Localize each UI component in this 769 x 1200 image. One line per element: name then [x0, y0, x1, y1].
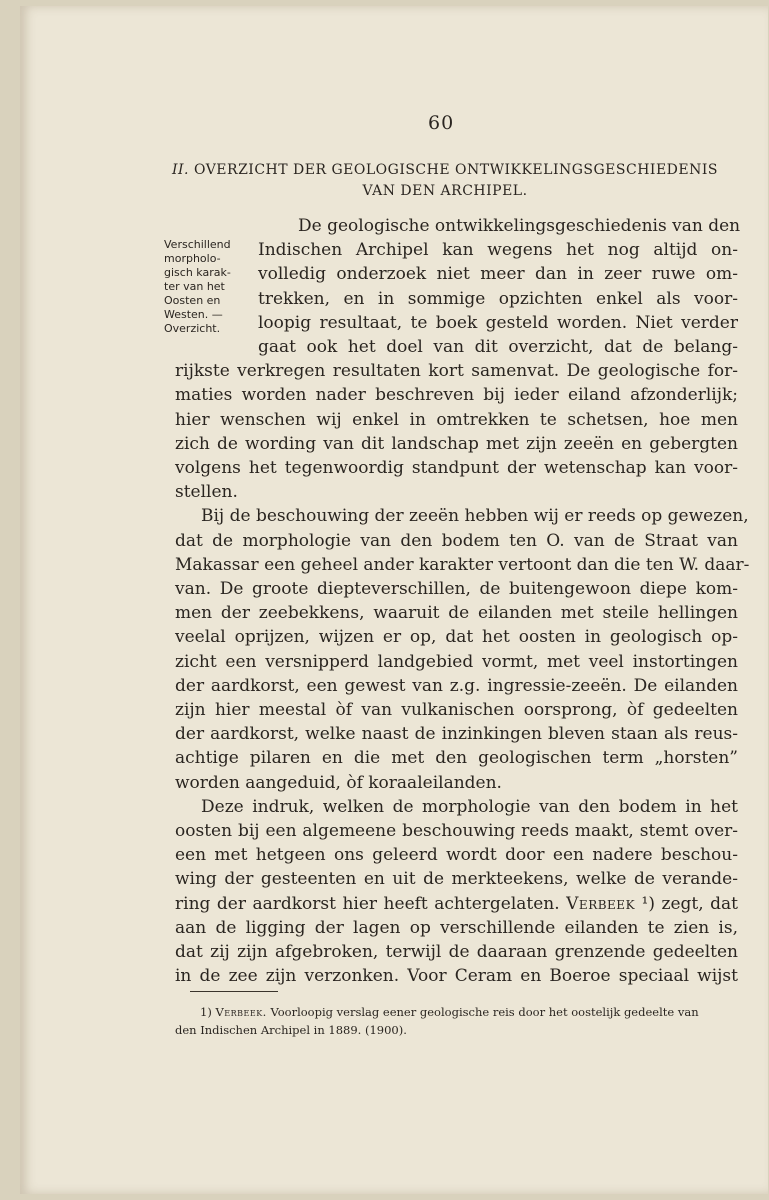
margin-note-line: gisch karak-	[164, 266, 231, 279]
body-line: volgens het tegenwoordig standpunt der wetenschap kan voor-	[175, 458, 738, 478]
body-line: Makassar een geheel ander karakter vertoont dan die ten W. daar-	[175, 554, 750, 575]
body-line: gaat ook het doel van dit overzicht, dat de belang-	[258, 337, 738, 357]
body-line: zicht een versnipperd landgebied vormt, met veel instortingen	[175, 651, 738, 672]
body-line: dat zij zijn afgebroken, terwijl de daaraan grenzende gedeelten	[175, 942, 738, 962]
body-line: een met hetgeen ons geleerd wordt door een nadere beschou-	[175, 845, 738, 866]
body-line: Indischen Archipel kan wegens het nog altijd on-	[258, 240, 738, 261]
footnote-rule	[190, 991, 278, 992]
body-line: aan de ligging der lagen op verschillende eilanden te zien is,	[175, 917, 738, 938]
body-line: der aardkorst, welke naast de inzinkingen bleven staan als reus-	[175, 724, 738, 745]
section-title-line-2: VAN DEN ARCHIPEL.	[362, 183, 528, 199]
body-line: veelal oprijzen, wijzen er op, dat het oosten in geologisch op-	[175, 627, 738, 648]
footnote-author: Verbeek.	[215, 1005, 267, 1019]
body-line: achtige pilaren en die met den geologischen term „horsten”	[175, 748, 738, 769]
footnote-line-1	[200, 1003, 738, 1021]
body-line: hier wenschen wij enkel in omtrekken te schetsen, hoe men	[175, 409, 738, 430]
body-line: De geologische ontwikkelingsgeschiedenis van den	[298, 216, 741, 236]
margin-note-line: ter van het	[164, 280, 225, 293]
body-line: rijkste verkregen resultaten kort samenvat. De geologische for-	[175, 361, 738, 382]
body-line: maties worden nader beschreven bij ieder eiland afzonderlijk;	[175, 385, 738, 406]
body-line: worden aangeduid, òf koraaleilanden.	[175, 772, 502, 793]
section-numeral: II.	[172, 162, 190, 178]
body-line: wing der gesteenten en uit de merkteekens, welke de verande-	[175, 869, 738, 890]
body-line: dat de morphologie van den bodem ten O. van de Straat van	[175, 530, 738, 551]
author-name: Verbeek	[566, 893, 636, 914]
margin-note-line: Westen. —	[164, 308, 223, 321]
body-line: Bij de beschouwing der zeeën hebben wij er reeds op gewezen,	[201, 506, 749, 527]
body-line: der aardkorst, een gewest van z.g. ingressie-zeeën. De eilanden	[175, 675, 738, 696]
body-line: Deze indruk, welken de morphologie van den bodem in het	[201, 796, 738, 817]
body-line: stellen.	[175, 482, 238, 503]
footnote-marker: 1)	[200, 1005, 212, 1019]
margin-note-line: morpholo-	[164, 252, 221, 265]
body-line: van. De groote diepteverschillen, de buitengewoon diepe kom-	[175, 579, 738, 599]
body-line: volledig onderzoek niet meer dan in zeer ruwe om-	[258, 264, 738, 285]
footnote-line-2: den Indischen Archipel in 1889. (1900).	[175, 1023, 407, 1037]
body-line: loopig resultaat, te boek gesteld worden. Niet verder	[258, 312, 738, 333]
body-line: trekken, en in sommige opzichten enkel als voor-	[258, 288, 738, 309]
page-number: 60	[428, 112, 455, 134]
body-line: zijn hier meestal òf van vulkanischen oorsprong, òf gedeelten	[175, 700, 738, 720]
body-line: oosten bij een algemeene beschouwing reeds maakt, stemt over-	[175, 821, 738, 841]
footnote-text: Voorloopig verslag eener geologische reis door het oostelijk gedeelte van	[270, 1005, 699, 1019]
margin-note-line: Oosten en	[164, 294, 221, 307]
body-line: ring der aardkorst hier heeft achtergelaten. Verbeek ¹) zegt, dat	[175, 893, 738, 914]
margin-note-line: Overzicht.	[164, 322, 221, 335]
section-title-text: OVERZICHT DER GEOLOGISCHE ONTWIKKELINGSGESCHIEDENIS	[193, 162, 718, 178]
body-line: men der zeebekkens, waaruit de eilanden met steile hellingen	[175, 603, 738, 624]
body-line: zich de wording van dit landschap met zijn zeeën en gebergten	[175, 433, 738, 454]
margin-note-line: Verschillend	[164, 238, 231, 251]
body-line: in de zee zijn verzonken. Voor Ceram en Boeroe speciaal wijst	[175, 966, 738, 987]
